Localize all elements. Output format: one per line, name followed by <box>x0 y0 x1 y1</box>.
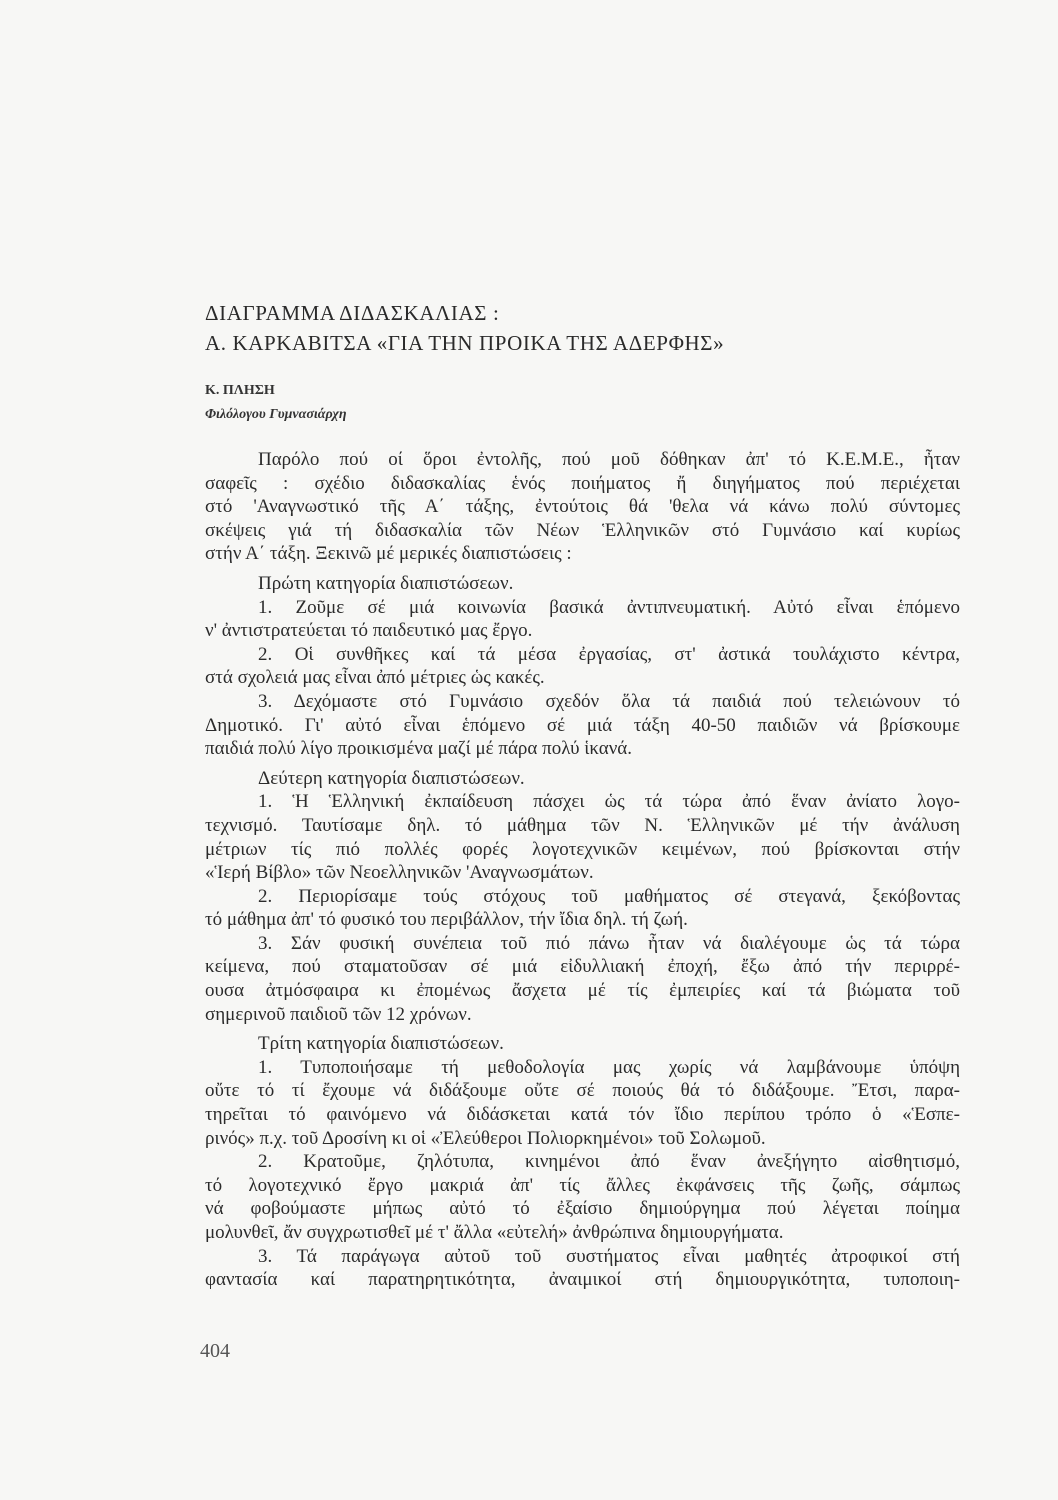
body-line: σκέψεις γιά τή διδασκαλία τῶν Νέων Ἑλληνικῶν στό Γυμνάσιο καί κυρίως <box>205 519 960 541</box>
body-line: τό μάθημα ἀπ' τό φυσικό του περιβάλλον, τήν ἴδια δηλ. τή ζωή. <box>205 909 688 931</box>
body-line: 2. Περιορίσαμε τούς στόχους τοῦ μαθήματος σέ στεγανά, ξεκόβοντας <box>258 885 960 907</box>
title-line-2: Α. ΚΑΡΚΑΒΙΤΣΑ «ΓΙΑ ΤΗΝ ΠΡΟΙΚΑ ΤΗΣ ΑΔΕΡΦΗΣ» <box>205 331 725 355</box>
page-number: 404 <box>200 1340 230 1362</box>
body-line: 3. Τά παράγωγα αὐτοῦ τοῦ συστήματος εἶναι μαθητές ἀτροφικοί στή <box>258 1245 960 1267</box>
body-line: 2. Οἱ συνθῆκες καί τά μέσα ἐργασίας, στ' ἀστικά τουλάχιστο κέντρα, <box>258 643 960 665</box>
body-line: φαντασία καί παρατηρητικότητα, ἀναιμικοί στή δημιουργικότητα, τυποποιη- <box>205 1269 960 1291</box>
body-line: Παρόλο πού οί ὅροι ἐντολῆς, πού μοῦ δόθηκαν ἀπ' τό Κ.Ε.Μ.Ε., ἦταν <box>258 449 960 470</box>
body-line: οὔτε τό τί ἔχουμε νά διδάξουμε οὔτε σέ ποιούς θά τό διδάξουμε. Ἔτσι, παρα- <box>205 1080 960 1102</box>
section-heading: Τρίτη κατηγορία διαπιστώσεων. <box>258 1033 504 1055</box>
body-line: στήν Α΄ τάξη. Ξεκινῶ μέ μερικές διαπιστώσεις : <box>205 543 572 565</box>
body-line: 2. Κρατοῦμε, ζηλότυπα, κινημένοι ἀπό ἕναν ἀνεξήγητο αἰσθητισμό, <box>258 1151 960 1173</box>
body-line: παιδιά πολύ λίγο προικισμένα μαζί μέ πάρα πολύ ἱκανά. <box>205 738 632 760</box>
body-line: νά φοβούμαστε μήπως αὐτό τό ἐξαίσιο δημιούργημα πού λέγεται ποίημα <box>205 1198 960 1220</box>
body-line: 1. Ἡ Ἑλληνική ἐκπαίδευση πάσχει ὡς τά τώρα ἀπό ἕναν ἀνίατο λογο- <box>258 791 960 813</box>
body-line: «Ἱερή Βίβλο» τῶν Νεοελληνικῶν 'Αναγνωσμάτων. <box>205 862 594 884</box>
body-line: μέτριων τίς πιό πολλές φορές λογοτεχνικῶν κειμένων, πού βρίσκονται στήν <box>205 838 960 860</box>
body-line: 3. Σάν φυσική συνέπεια τοῦ πιό πάνω ἦταν νά διαλέγουμε ὡς τά τώρα <box>258 932 960 954</box>
body-line: τό λογοτεχνικό ἔργο μακριά ἀπ' τίς ἄλλες ἐκφάνσεις τῆς ζωῆς, σάμπως <box>205 1174 960 1196</box>
body-line: τηρεῖται τό φαινόμενο νά διδάσκεται κατά τόν ἴδιο περίπου τρόπο ὁ «Ἑσπε- <box>205 1104 960 1126</box>
body-line: σημερινοῦ παιδιοῦ τῶν 12 χρόνων. <box>205 1003 472 1025</box>
body-line: κείμενα, πού σταματοῦσαν σέ μιά εἰδυλλιακή ἐποχή, ἔξω ἀπό τήν περιρρέ- <box>205 956 960 978</box>
body-line: 3. Δεχόμαστε στό Γυμνάσιο σχεδόν ὅλα τά παιδιά πού τελειώνουν τό <box>258 690 960 712</box>
author-role: Φιλόλογου Γυμνασιάρχη <box>205 407 347 422</box>
section-heading: Δεύτερη κατηγορία διαπιστώσεων. <box>258 767 525 789</box>
body-line: 1. Τυποποιήσαμε τή μεθοδολογία μας χωρίς νά λαμβάνουμε ὑπόψη <box>258 1056 960 1078</box>
body-line: στά σχολειά μας εἶναι ἀπό μέτριες ὡς κακές. <box>205 667 545 689</box>
body-line: μολυνθεῖ, ἄν συγχρωτισθεῖ μέ τ' ἄλλα «εὐτελή» ἀνθρώπινα δημιουργήματα. <box>205 1222 784 1243</box>
body-line: 1. Ζοῦμε σέ μιά κοινωνία βασικά ἀντιπνευματική. Αὐτό εἶναι ἑπόμενο <box>258 596 960 618</box>
section-heading: Πρώτη κατηγορία διαπιστώσεων. <box>258 572 514 594</box>
body-line: τεχνισμό. Ταυτίσαμε δηλ. τό μάθημα τῶν Ν. Ἑλληνικῶν μέ τήν ἀνάλυση <box>205 814 960 836</box>
author-name: Κ. ΠΛΗΣΗ <box>205 383 275 398</box>
body-line: ρινός» π.χ. τοῦ Δροσίνη κι οἱ «Ἐλεύθεροι Πολιορκημένοι» τοῦ Σολωμοῦ. <box>205 1127 766 1149</box>
body-line: ουσα ἀτμόσφαιρα κι ἐπομένως ἄσχετα μέ τίς ἐμπειρίες καί τά βιώματα τοῦ <box>205 980 960 1002</box>
article-title <box>205 298 724 358</box>
article-body <box>205 448 960 1292</box>
body-line: Δημοτικό. Γι' αὐτό εἶναι ἑπόμενο σέ μιά τάξη 40-50 παιδιῶν νά βρίσκουμε <box>205 714 960 736</box>
body-line: ν' ἀντιστρατεύεται τό παιδευτικό μας ἔργο. <box>205 620 533 642</box>
body-line: σαφεῖς : σχέδιο διδασκαλίας ἑνός ποιήματος ἤ διηγήματος πού περιέχεται <box>205 472 960 494</box>
title-line-1: ΔΙΑΓΡΑΜΜΑ ΔΙΔΑΣΚΑΛΙΑΣ : <box>205 301 500 325</box>
body-line: στό 'Αναγνωστικό τῆς Α΄ τάξης, ἐντούτοις θά 'θελα νά κάνω πολύ σύντομες <box>205 496 960 518</box>
